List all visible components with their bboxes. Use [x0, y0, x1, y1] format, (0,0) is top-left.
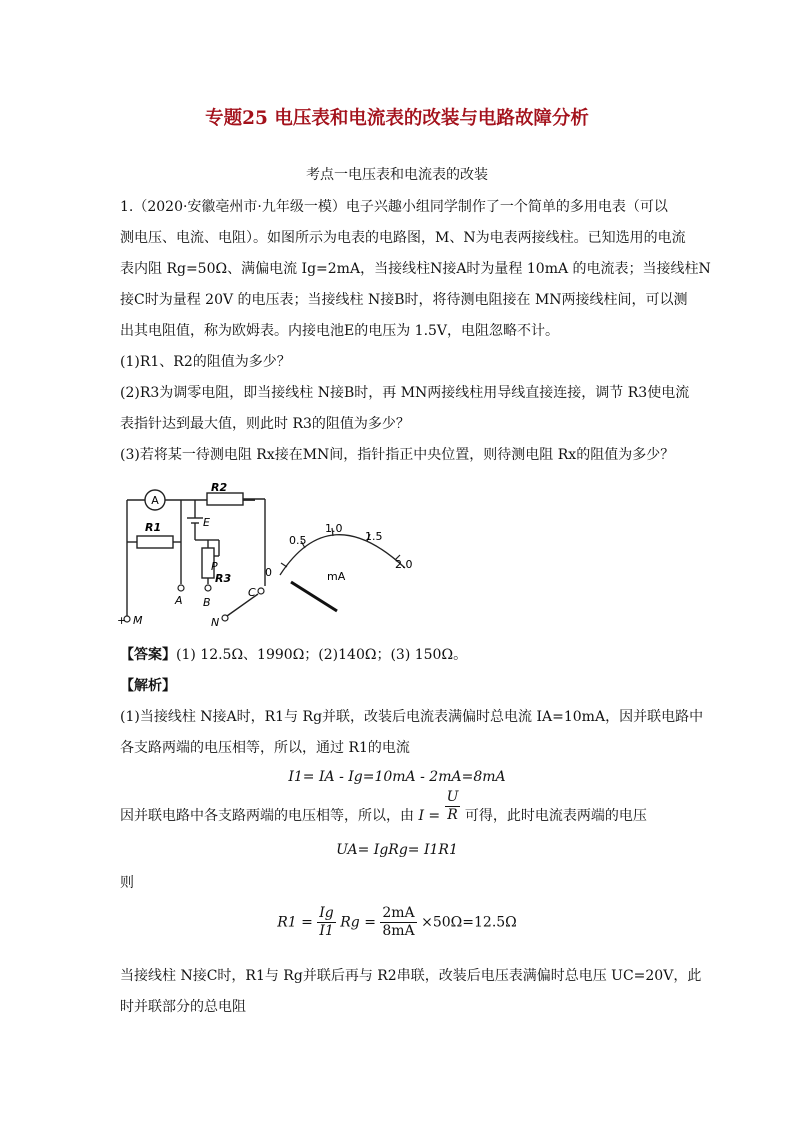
problem-line: 接C时为量程 20V 的电压表；当接线柱 N接B时，将待测电阻接在 MN两接线柱间，可以测	[120, 292, 688, 308]
ohm-lhs: I =	[418, 808, 441, 824]
analysis-line: 各支路两端的电压相等，所以，通过 R1的电流	[120, 740, 410, 756]
circuit-diagram	[115, 478, 425, 630]
r2-label: R2	[211, 481, 228, 494]
section-subtitle: 考点一电压表和电流表的改装	[306, 167, 488, 183]
dial-tick-label: 1.5	[365, 530, 383, 543]
eq3-rhs: ×50Ω=12.5Ω	[421, 914, 517, 931]
eq3-f2-denominator: 8mA	[382, 923, 415, 939]
then-label: 则	[120, 875, 134, 891]
analysis-line-3-post: 可得，此时电流表两端的电压	[464, 808, 647, 824]
answer-line	[120, 645, 467, 665]
r3-label: R3	[215, 572, 232, 585]
problem-line: 表内阻 Rg=50Ω、满偏电流 Ig=2mA，当接线柱N接A时为量程 10mA 的电流表；当接线柱N	[120, 261, 711, 277]
question-1: (1)R1、R2的阻值为多少？	[120, 354, 291, 370]
dial-tick-label: 0	[265, 566, 272, 579]
problem-line: 测电压、电流、电阻）。如图所示为电表的电路图，M、N为电表两接线柱。已知选用的电流	[120, 230, 686, 246]
ohm-numerator: U	[446, 788, 459, 805]
question-3: (3)若将某一待测电阻 Rx接在MN间，指针指正中央位置，则待测电阻 Rx的阻值为多少？	[120, 447, 675, 463]
eq3-f1-denominator: I1	[319, 923, 334, 939]
terminal-m-label: M	[133, 614, 143, 627]
eq3-f1-numerator: Ig	[319, 905, 334, 921]
eq3-fraction-2	[380, 905, 416, 940]
r1-label: R1	[145, 521, 162, 534]
dial-needle	[291, 582, 337, 611]
dial-tick-label: 0.5	[289, 534, 307, 547]
terminal-a-label: A	[175, 594, 183, 607]
analysis-label: 【解析】	[120, 678, 176, 694]
problem-line: 出其电阻值，称为欧姆表。内接电池E的电压为 1.5V，电阻忽略不计。	[120, 323, 560, 339]
dial-tick-label: 2.0	[395, 558, 413, 571]
question-2-cont: 表指针达到最大值，则此时 R3的阻值为多少？	[120, 416, 410, 432]
eq3-lhs: R1 =	[277, 914, 313, 931]
terminal-n-label: N	[211, 616, 220, 629]
terminal-c-label: C	[248, 586, 256, 599]
eq3-f2-numerator: 2mA	[382, 905, 415, 921]
equation-3	[0, 905, 794, 947]
dial-tick-label: 1.0	[325, 522, 343, 535]
question-2: (2)R3为调零电阻，即当接线柱 N接B时，再 MN两接线柱用导线直接连接，调节 R3使电流	[120, 385, 690, 401]
equation-2: UA= IgRg= I1R1	[336, 842, 458, 858]
plus-sign: +	[117, 614, 127, 627]
p-label: P	[211, 560, 218, 573]
answer-text: (1) 12.5Ω、1990Ω；(2)140Ω；(3) 150Ω。	[176, 647, 468, 663]
e-label: E	[203, 516, 210, 529]
ohm-fraction	[445, 789, 461, 824]
analysis-line-3-pre: 因并联电路中各支路两端的电压相等，所以，由	[120, 808, 414, 824]
analysis-line-3	[120, 788, 647, 826]
analysis-final-line: 当接线柱 N接C时，R1与 Rg并联后再与 R2串联，改装后电压表满偏时总电压 UC=20V，此	[120, 968, 702, 984]
equation-1: I1= IA - Ig=10mA - 2mA=8mA	[288, 769, 506, 785]
page-title: 专题25 电压表和电流表的改装与电路故障分析	[205, 108, 589, 129]
dial-unit: mA	[327, 570, 346, 583]
meter-dial	[265, 522, 413, 611]
eq3-fraction-1	[317, 905, 336, 940]
ohm-denominator: R	[447, 806, 458, 823]
terminal-b-label: B	[203, 596, 211, 609]
ammeter-label: A	[151, 494, 159, 507]
analysis-line: (1)当接线柱 N接A时，R1与 Rg并联，改装后电流表满偏时总电流 IA=10mA，因并联电路中	[120, 709, 704, 725]
eq3-mid: Rg =	[340, 914, 376, 931]
problem-line: 1.（2020·安徽亳州市·九年级一模）电子兴趣小组同学制作了一个简单的多用电表（可以	[120, 199, 668, 215]
answer-label: 【答案】	[120, 647, 176, 663]
analysis-final-line: 时并联部分的总电阻	[120, 999, 246, 1015]
